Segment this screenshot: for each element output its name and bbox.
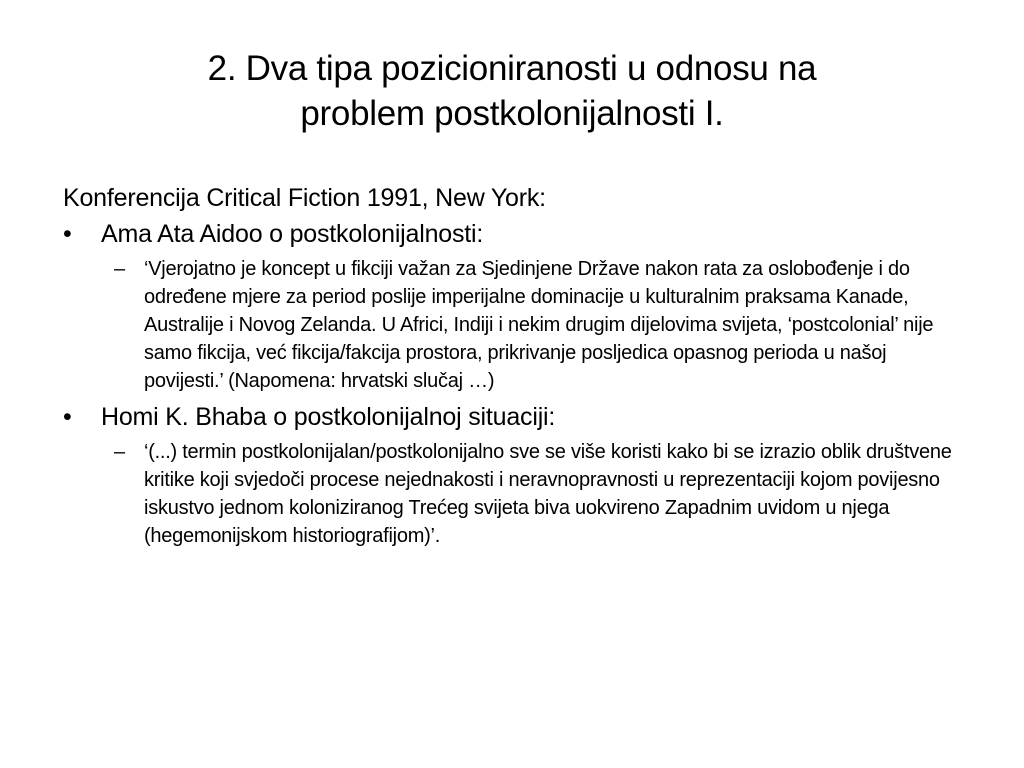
- bullet-text: Homi K. Bhaba o postkolonijalnoj situaciji:: [101, 403, 556, 431]
- bullet-dot-icon: •: [63, 403, 72, 431]
- slide-title-line-2: problem postkolonijalnosti I.: [300, 94, 724, 133]
- slide-title-line-1: 2. Dva tipa pozicioniranosti u odnosu na: [207, 49, 817, 88]
- dash-icon: –: [114, 441, 125, 463]
- slide-content: [63, 180, 983, 554]
- quote-text: ‘Vjerojatno je koncept u fikciji važan za Sjedinjene Države nakon rata za oslobođenje i do određene mjere za period poslije imperijalne dominacije u kulturalnim praksama Kanade, Australije i Novog Zelanda. U Africi, Indiji i nekim drugim dijelovima svijeta, ‘postcolonial’ nije samo fikcija, već fikcija/fakcija prostora, prikrivanje posljedica opasnog perioda u našoj povijesti.’ (Napomena: hrvatski slučaj …): [144, 258, 934, 392]
- bullet-text: Ama Ata Aidoo o postkolonijalnosti:: [101, 220, 484, 248]
- bullet-item-bhaba: [63, 399, 983, 435]
- bullet-dot-icon: •: [63, 220, 72, 248]
- quote-text: ‘(...) termin postkolonijalan/postkolonijalno sve se više koristi kako bi se izrazio oblik društvene kritike koji svjedoči procese nejednakosti i neravnopravnosti u reprezentaciji kojom povijesno iskustvo jednom koloniziranog Trećeg svijeta biva uokvireno Zapadnim uvidom u njega (hegemonijskom historiografijom)’.: [144, 441, 952, 547]
- dash-icon: –: [114, 258, 125, 280]
- sub-bullet-aidoo-quote: [63, 255, 962, 395]
- slide-title: [90, 46, 934, 136]
- bullet-item-aidoo: [63, 216, 983, 252]
- intro-text: Konferencija Critical Fiction 1991, New York:: [63, 184, 546, 212]
- sub-bullet-bhaba-quote: [63, 438, 962, 550]
